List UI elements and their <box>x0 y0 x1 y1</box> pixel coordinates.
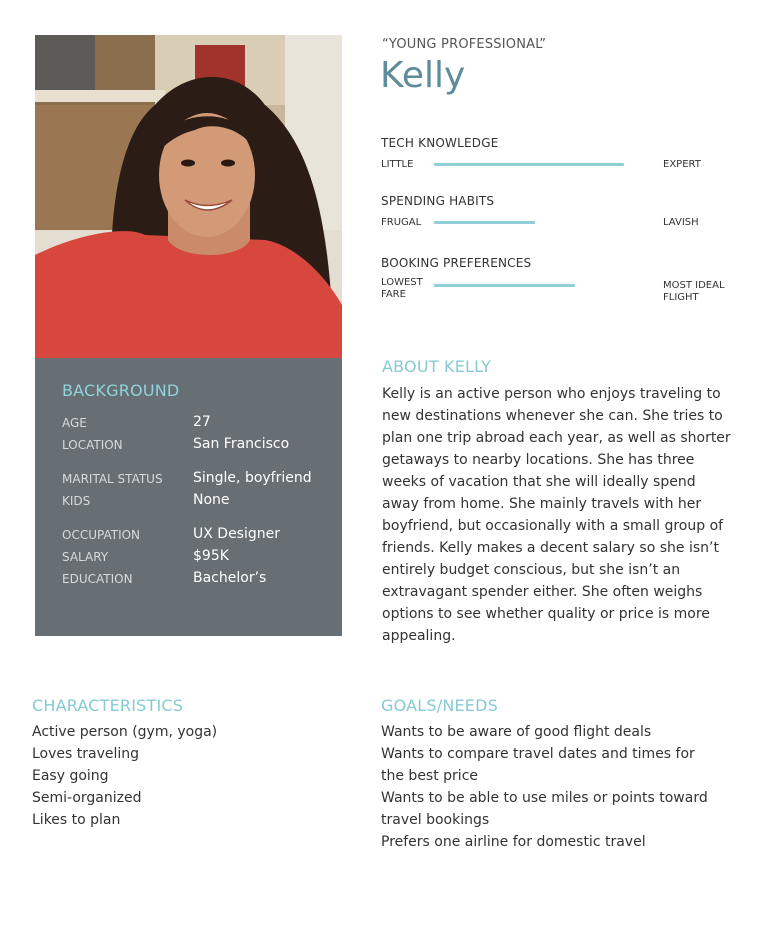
scale-title-spending-habits: SPENDING HABITS <box>381 194 495 208</box>
background-row-kids <box>62 492 332 514</box>
list-item: Easy going <box>32 768 109 784</box>
background-row-salary <box>62 548 332 570</box>
background-row-education <box>62 570 332 592</box>
scale-title-tech-knowledge: TECH KNOWLEDGE <box>381 136 499 150</box>
scale-low-label: FRUGAL <box>381 217 422 228</box>
background-key: SALARY <box>62 550 109 564</box>
characteristics-title: CHARACTERISTICS <box>32 696 184 715</box>
background-value: Bachelor’s <box>193 570 267 586</box>
about-title: ABOUT KELLY <box>382 357 492 376</box>
about-text: Kelly is an active person who enjoys traveling to new destinations whenever she can. She tries to plan one trip abroad each year, as well as shorter getaways to nearby locations. She has three weeks of vacation that she will ideally spend away from home. She mainly travels with her boyfriend, but occasionally with a small group of friends. Kelly makes a decent salary so she isn’t entirely budget conscious, but she isn’t an extravagant spender either. She often weighs options to see whether quality or price is more appealing. <box>382 386 731 644</box>
background-row-location <box>62 436 332 458</box>
scale-high-label: MOST IDEAL FLIGHT <box>663 280 725 303</box>
scale-bar-tech-knowledge <box>434 163 624 166</box>
background-key: EDUCATION <box>62 572 133 586</box>
background-value: San Francisco <box>193 436 290 452</box>
persona-photo-illustration <box>35 35 342 358</box>
scale-title-booking-preferences: BOOKING PREFERENCES <box>381 256 532 270</box>
background-row-marital-status <box>62 470 332 492</box>
background-value: $95K <box>193 548 229 564</box>
background-key: AGE <box>62 416 87 430</box>
background-row-occupation <box>62 526 332 548</box>
background-value: 27 <box>193 414 211 430</box>
goals-list <box>381 721 711 853</box>
list-item: Wants to compare travel dates and times for the best price <box>381 746 695 784</box>
scale-bar-booking-preferences <box>434 284 575 287</box>
background-key: KIDS <box>62 494 91 508</box>
background-value: Single, boyfriend <box>193 470 312 486</box>
list-item: Wants to be aware of good flight deals <box>381 724 652 740</box>
list-item: Prefers one airline for domestic travel <box>381 834 646 850</box>
scale-low-label: LOWEST FARE <box>381 277 423 300</box>
background-key: MARITAL STATUS <box>62 472 163 486</box>
persona-name: Kelly <box>380 55 466 96</box>
background-key: OCCUPATION <box>62 528 141 542</box>
list-item: Wants to be able to use miles or points toward travel bookings <box>381 790 708 828</box>
scale-low-label: LITTLE <box>381 159 414 170</box>
persona-quote: “YOUNG PROFESSIONAL” <box>382 37 547 52</box>
background-row-age <box>62 414 332 436</box>
background-value: UX Designer <box>193 526 280 542</box>
background-panel <box>35 358 342 636</box>
scale-bar-spending-habits <box>434 221 535 224</box>
background-title: BACKGROUND <box>62 381 180 400</box>
scale-high-label: LAVISH <box>663 217 699 228</box>
characteristics-list <box>32 721 352 831</box>
list-item: Semi-organized <box>32 790 142 806</box>
persona-photo <box>35 35 342 358</box>
background-key: LOCATION <box>62 438 123 452</box>
scale-high-label: EXPERT <box>663 159 701 170</box>
background-value: None <box>193 492 230 508</box>
list-item: Active person (gym, yoga) <box>32 724 218 740</box>
list-item: Likes to plan <box>32 812 121 828</box>
list-item: Loves traveling <box>32 746 140 762</box>
goals-title: GOALS/NEEDS <box>381 696 498 715</box>
